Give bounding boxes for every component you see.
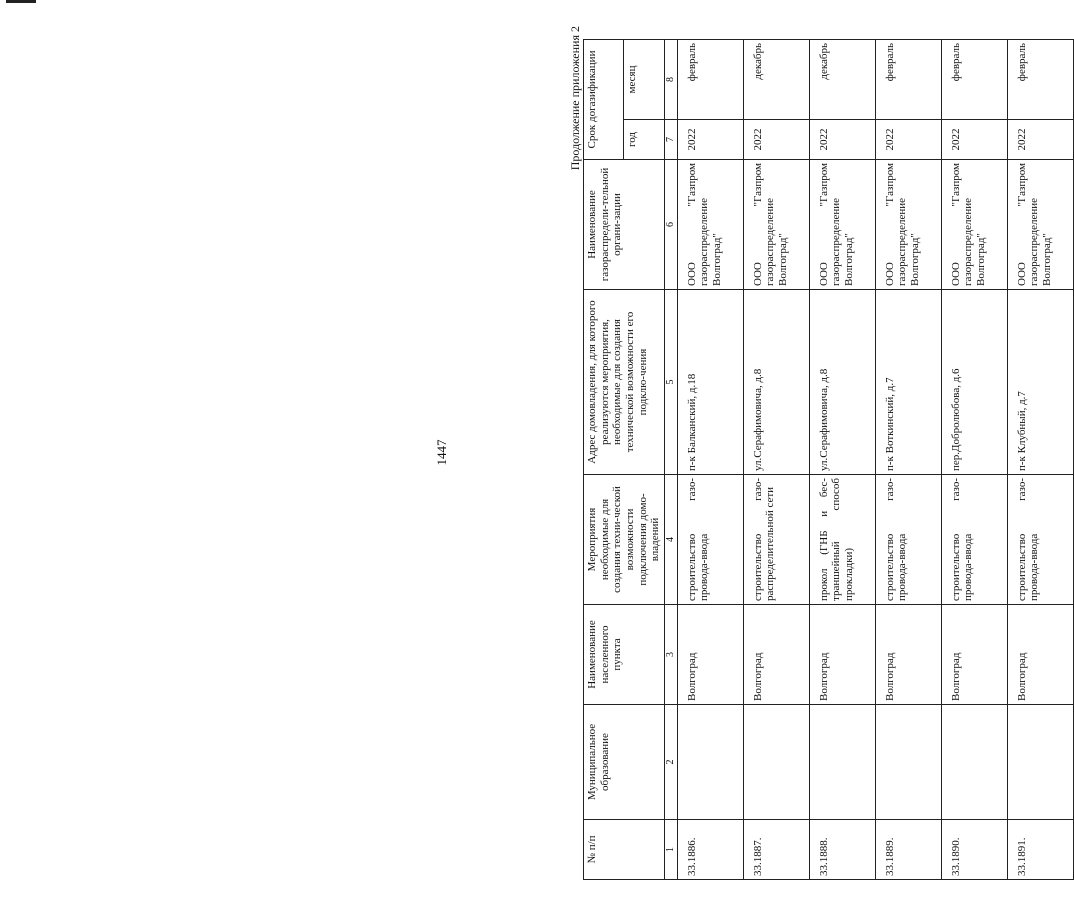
column-number: 6 [664,160,677,290]
column-number: 1 [664,820,677,880]
header-settlement: Наименование населенного пункта [584,605,665,705]
cell-gdo: ООО "Газпром газораспределение Волгоград" [743,160,809,290]
cell-measure: строительство газо-распределительной сети [743,475,809,605]
cell-measure: строительство газо-провода-ввода [677,475,743,605]
table-row [677,39,743,879]
cell-measure: строительство газо-провода-ввода [941,475,1007,605]
cell-month: февраль [1007,39,1073,119]
cell-address: п-к Клубный, д.7 [1007,290,1073,475]
cell-settlement: Волгоград [677,605,743,705]
cell-address: пер.Добролюбова, д.6 [941,290,1007,475]
cell-month: декабрь [743,39,809,119]
header-month: месяц [624,39,664,119]
cell-year: 2022 [941,120,1007,160]
cell-no: 33.1889. [875,820,941,880]
column-number: 8 [664,39,677,119]
cell-address: п-к Балканский, д.18 [677,290,743,475]
cell-year: 2022 [875,120,941,160]
cell-year: 2022 [809,120,875,160]
cell-municipality [677,705,743,820]
cell-municipality [941,705,1007,820]
cell-year: 2022 [1007,120,1073,160]
cell-month: февраль [941,39,1007,119]
continuation-title: Продолжение приложения 2 [568,26,582,171]
cell-gdo: ООО "Газпром газораспределение Волгоград" [1007,160,1073,290]
header-no: № п/п [584,820,665,880]
column-number: 7 [664,120,677,160]
cell-address: ул.Серафимовича, д.8 [743,290,809,475]
column-number: 3 [664,605,677,705]
cell-settlement: Волгоград [875,605,941,705]
cell-measure: прокол (ГНБ и бес-траншейный способ прокладки) [809,475,875,605]
cell-year: 2022 [743,120,809,160]
header-term: Срок догазификации [584,39,624,159]
cell-no: 33.1891. [1007,820,1073,880]
cell-gdo: ООО "Газпром газораспределение Волгоград" [875,160,941,290]
cell-address: ул.Серафимовича, д.8 [809,290,875,475]
cell-gdo: ООО "Газпром газораспределение Волгоград" [677,160,743,290]
cell-municipality [743,705,809,820]
header-gdo: Наименование газораспредели-тельной органи-зации [584,160,665,290]
cell-no: 33.1890. [941,820,1007,880]
cell-settlement: Волгоград [941,605,1007,705]
cell-measure: строительство газо-провода-ввода [1007,475,1073,605]
page-number: 1447 [434,439,449,466]
header-municipality: Муниципальное образование [584,705,665,820]
table-row [743,39,809,879]
table-header-row [584,39,624,879]
cell-settlement: Волгоград [743,605,809,705]
cell-settlement: Волгоград [1007,605,1073,705]
gasification-table [583,39,1074,880]
header-address: Адрес домовладения, для которого реализуются мероприятия, необходимые для создания технической возможности его подклю-чения [584,290,665,475]
cell-month: февраль [875,39,941,119]
table-row [941,39,1007,879]
cell-measure: строительство газо-провода-ввода [875,475,941,605]
cell-municipality [875,705,941,820]
cell-no: 33.1886. [677,820,743,880]
header-year: год [624,120,664,160]
cell-year: 2022 [677,120,743,160]
header-measures: Мероприятия необходимые для создания техни-ческой возможности подключения домо-владений [584,475,665,605]
table-row [809,39,875,879]
column-number: 4 [664,475,677,605]
cell-no: 33.1887. [743,820,809,880]
cell-gdo: ООО "Газпром газораспределение Волгоград" [809,160,875,290]
column-number: 2 [664,705,677,820]
cell-gdo: ООО "Газпром газораспределение Волгоград" [941,160,1007,290]
column-numbers-row [664,39,677,879]
column-number: 5 [664,290,677,475]
table-row [875,39,941,879]
table-row [1007,39,1073,879]
cell-month: декабрь [809,39,875,119]
cell-address: п-к Воткинский, д.7 [875,290,941,475]
cell-municipality [809,705,875,820]
cell-no: 33.1888. [809,820,875,880]
cell-municipality [1007,705,1073,820]
cell-month: февраль [677,39,743,119]
cell-settlement: Волгоград [809,605,875,705]
